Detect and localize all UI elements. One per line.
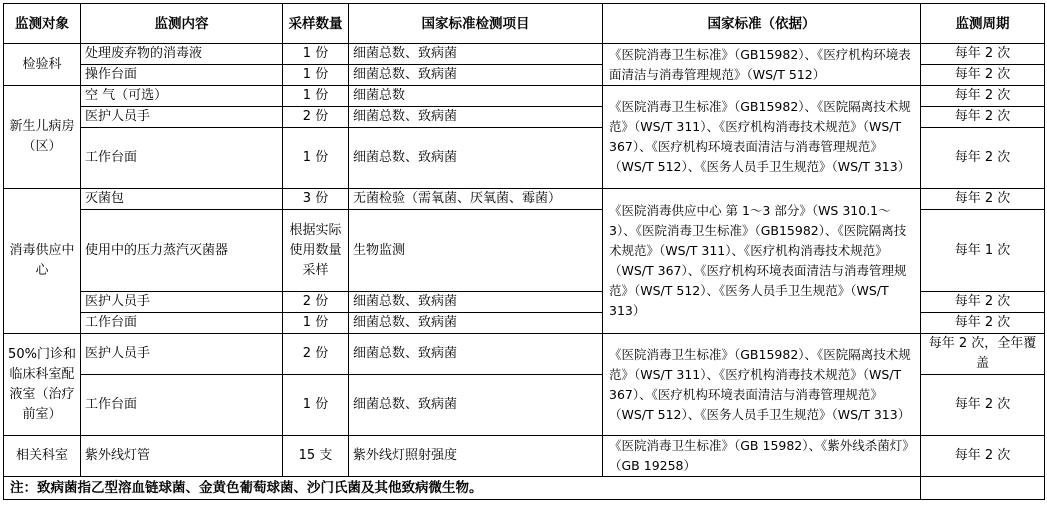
footnote-empty-cell xyxy=(921,477,1045,500)
content-cell: 紫外线灯管 xyxy=(81,436,283,477)
period-cell: 每年 2 次 xyxy=(921,128,1045,189)
period-cell: 每年 1 次 xyxy=(921,210,1045,292)
period-cell: 每年 2 次 xyxy=(921,107,1045,128)
note-row xyxy=(4,477,1045,500)
period-cell: 每年 2 次 xyxy=(921,189,1045,210)
object-cell: 50%门诊和临床科室配液室（治疗前室） xyxy=(4,334,81,436)
table-row xyxy=(4,86,1045,107)
table-row xyxy=(4,44,1045,65)
period-cell: 每年 2 次 xyxy=(921,65,1045,86)
header-sample-count: 采样数量 xyxy=(283,4,349,44)
period-cell: 每年 2 次 xyxy=(921,44,1045,65)
table-row xyxy=(4,189,1045,210)
standard-cell: 《医院消毒卫生标准》（GB15982）、《医疗机构环境表面清洁与消毒管理规范》（WS/T 512） xyxy=(603,44,921,86)
content-cell: 医护人员手 xyxy=(81,107,283,128)
content-cell: 灭菌包 xyxy=(81,189,283,210)
content-cell: 工作台面 xyxy=(81,375,283,436)
period-cell: 每年 2 次 xyxy=(921,86,1045,107)
count-cell: 1 份 xyxy=(283,44,349,65)
standard-cell: 《医院消毒卫生标准》（GB15982）、《医院隔离技术规范》（WS/T 311）、《医疗机构消毒技术规范》（WS/T 367）、《医疗机构环境表面清洁与消毒管理规范》（WS/T 512）、《医务人员手卫生规范》（WS/T 313） xyxy=(603,86,921,189)
items-cell: 细菌总数、致病菌 xyxy=(349,65,603,86)
count-cell: 2 份 xyxy=(283,334,349,375)
standard-cell: 《医院消毒卫生标准》（GB 15982）、《紫外线杀菌灯》（GB 19258） xyxy=(603,436,921,477)
header-content: 监测内容 xyxy=(81,4,283,44)
period-cell: 每年 2 次 xyxy=(921,292,1045,313)
header-row xyxy=(4,4,1045,44)
header-period: 监测周期 xyxy=(921,4,1045,44)
items-cell: 细菌总数、致病菌 xyxy=(349,334,603,375)
count-cell: 1 份 xyxy=(283,313,349,334)
content-cell: 操作台面 xyxy=(81,65,283,86)
items-cell: 细菌总数、致病菌 xyxy=(349,292,603,313)
standard-cell: 《医院消毒卫生标准》（GB15982）、《医院隔离技术规范》（WS/T 311）、《医疗机构消毒技术规范》（WS/T 367）、《医疗机构环境表面清洁与消毒管理规范》（WS/T 512）、《医务人员手卫生规范》（WS/T 313） xyxy=(603,334,921,436)
items-cell: 紫外线灯照射强度 xyxy=(349,436,603,477)
table-row xyxy=(4,436,1045,477)
count-cell: 1 份 xyxy=(283,65,349,86)
items-cell: 细菌总数、致病菌 xyxy=(349,107,603,128)
content-cell: 工作台面 xyxy=(81,128,283,189)
content-cell: 医护人员手 xyxy=(81,334,283,375)
content-cell: 使用中的压力蒸汽灭菌器 xyxy=(81,210,283,292)
count-cell: 2 份 xyxy=(283,107,349,128)
object-cell: 新生儿病房（区） xyxy=(4,86,81,189)
content-cell: 工作台面 xyxy=(81,313,283,334)
table-row xyxy=(4,334,1045,375)
items-cell: 细菌总数、致病菌 xyxy=(349,313,603,334)
object-cell: 检验科 xyxy=(4,44,81,86)
period-cell: 每年 2 次 xyxy=(921,375,1045,436)
standard-cell: 《医院消毒供应中心 第 1～3 部分》（WS 310.1～3）、《医院消毒卫生标准》（GB15982）、《医院隔离技术规范》（WS/T 311）、《医疗机构消毒技术规范》（WS/T 367）、《医疗机构环境表面清洁与消毒管理规范》（WS/T 512）、《医务人员手卫生规范》（WS/T 313） xyxy=(603,189,921,334)
count-cell: 根据实际使用数量采样 xyxy=(283,210,349,292)
period-cell: 每年 2 次 xyxy=(921,313,1045,334)
header-standard: 国家标准（依据） xyxy=(603,4,921,44)
count-cell: 1 份 xyxy=(283,86,349,107)
object-cell: 相关科室 xyxy=(4,436,81,477)
object-cell: 消毒供应中心 xyxy=(4,189,81,334)
count-cell: 3 份 xyxy=(283,189,349,210)
items-cell: 细菌总数、致病菌 xyxy=(349,128,603,189)
items-cell: 生物监测 xyxy=(349,210,603,292)
count-cell: 2 份 xyxy=(283,292,349,313)
period-cell: 每年 2 次，全年覆盖 xyxy=(921,334,1045,375)
header-test-items: 国家标准检测项目 xyxy=(349,4,603,44)
items-cell: 细菌总数、致病菌 xyxy=(349,44,603,65)
header-object: 监测对象 xyxy=(4,4,81,44)
content-cell: 空 气（可选） xyxy=(81,86,283,107)
items-cell: 细菌总数 xyxy=(349,86,603,107)
items-cell: 无菌检验（需氧菌、厌氧菌、霉菌） xyxy=(349,189,603,210)
items-cell: 细菌总数、致病菌 xyxy=(349,375,603,436)
footnote: 注：致病菌指乙型溶血链球菌、金黄色葡萄球菌、沙门氏菌及其他致病微生物。 xyxy=(4,477,921,500)
count-cell: 1 份 xyxy=(283,375,349,436)
count-cell: 15 支 xyxy=(283,436,349,477)
content-cell: 医护人员手 xyxy=(81,292,283,313)
monitoring-table xyxy=(3,3,1045,500)
content-cell: 处理废弃物的消毒液 xyxy=(81,44,283,65)
period-cell: 每年 2 次 xyxy=(921,436,1045,477)
count-cell: 1 份 xyxy=(283,128,349,189)
